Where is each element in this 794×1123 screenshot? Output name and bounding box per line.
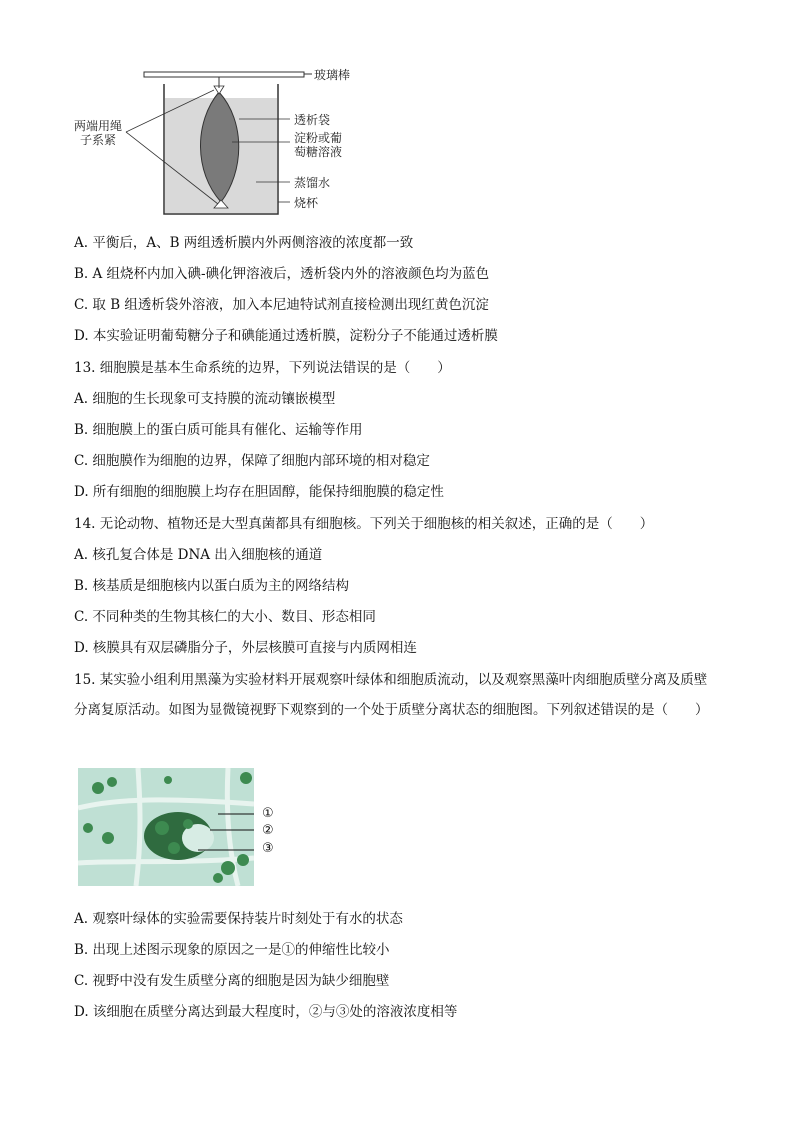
- q15-option-d: D. 该细胞在质壁分离达到最大程度时，②与③处的溶液浓度相等: [74, 1004, 458, 1020]
- solution-label-line1: 淀粉或葡: [294, 131, 343, 145]
- q14-option-b: B. 核基质是细胞核内以蛋白质为主的网络结构: [74, 578, 350, 594]
- string-label-line1: 两端用绳: [74, 119, 123, 133]
- dialysis-experiment-figure: [64, 62, 384, 222]
- marker-2: ②: [262, 823, 274, 838]
- q13-option-d: D. 所有细胞的细胞膜上均存在胆固醇，能保持细胞膜的稳定性: [74, 484, 444, 500]
- q13-stem: 13. 细胞膜是基本生命系统的边界，下列说法错误的是（ ）: [74, 360, 451, 376]
- micrograph-image: [78, 768, 254, 886]
- q15-option-a: A. 观察叶绿体的实验需要保持装片时刻处于有水的状态: [74, 911, 403, 927]
- q12-option-b: B. A 组烧杯内加入碘-碘化钾溶液后，透析袋内外的溶液颜色均为蓝色: [74, 266, 490, 282]
- q13-option-b: B. 细胞膜上的蛋白质可能具有催化、运输等作用: [74, 422, 363, 438]
- micrograph-figure: [76, 766, 306, 888]
- dialysis-bag-label: 透析袋: [294, 113, 331, 127]
- q14-stem: 14. 无论动物、植物还是大型真菌都具有细胞核。下列关于细胞核的相关叙述，正确的是（ ）: [74, 516, 654, 532]
- q15-option-c: C. 视野中没有发生质壁分离的细胞是因为缺少细胞壁: [74, 973, 390, 989]
- q13-option-c: C. 细胞膜作为细胞的边界，保障了细胞内部环境的相对稳定: [74, 453, 430, 469]
- q15-stem: 15. 某实验小组利用黑藻为实验材料开展观察叶绿体和细胞质流动，以及观察黑藻叶肉细胞质壁分离及质壁分离复原活动。如图为显微镜视野下观察到的一个处于质壁分离状态的细胞图。下列叙述错误的是（ ）: [74, 672, 709, 718]
- q12-option-a: A. 平衡后，A、B 两组透析膜内外两侧溶液的浓度都一致: [74, 235, 414, 251]
- glass-rod-label: 玻璃棒: [314, 68, 351, 82]
- q14-option-d: D. 核膜具有双层磷脂分子，外层核膜可直接与内质网相连: [74, 640, 417, 656]
- q12-option-d: D. 本实验证明葡萄糖分子和碘能通过透析膜，淀粉分子不能通过透析膜: [74, 328, 498, 344]
- q13-option-a: A. 细胞的生长现象可支持膜的流动镶嵌模型: [74, 391, 336, 407]
- marker-3: ③: [262, 841, 274, 856]
- distilled-water-label: 蒸馏水: [294, 176, 331, 190]
- solution-label-line2: 萄糖溶液: [294, 145, 343, 159]
- q14-option-a: A. 核孔复合体是 DNA 出入细胞核的通道: [74, 547, 323, 563]
- beaker-label: 烧杯: [294, 196, 319, 210]
- string-label-line2: 子系紧: [80, 133, 117, 147]
- marker-1: ①: [262, 806, 274, 821]
- q15-option-b: B. 出现上述图示现象的原因之一是①的伸缩性比较小: [74, 942, 390, 958]
- q14-option-c: C. 不同种类的生物其核仁的大小、数目、形态相同: [74, 609, 376, 625]
- glass-rod: [144, 72, 304, 77]
- q12-option-c: C. 取 B 组透析袋外溶液，加入本尼迪特试剂直接检测出现红黄色沉淀: [74, 297, 489, 313]
